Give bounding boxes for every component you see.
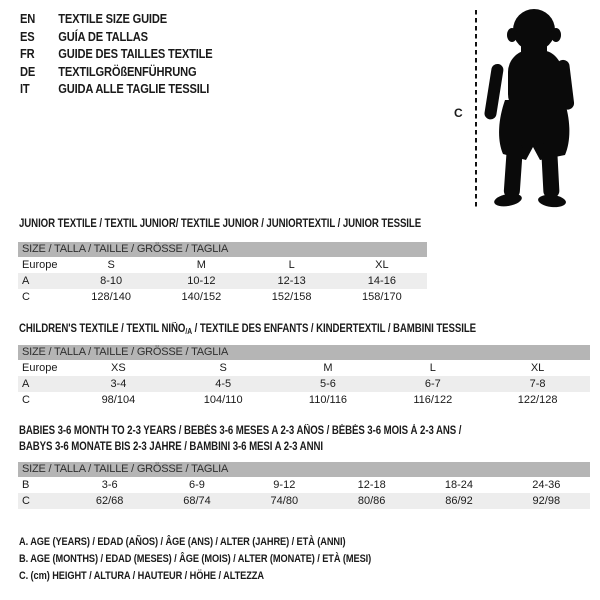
height-cell: 116/122	[413, 394, 453, 406]
children-title-text: / TEXTILE DES ENFANTS / KINDERTEXTIL / BAMBINI TESSILE	[192, 323, 477, 335]
size-cell: M	[196, 259, 206, 271]
language-code: DE	[20, 64, 36, 79]
language-row	[20, 46, 212, 64]
junior-size-table	[18, 242, 427, 305]
age-cell: 9-12	[273, 479, 296, 491]
table-row	[18, 360, 590, 376]
language-row	[20, 29, 212, 47]
height-cell: 86/92	[445, 495, 473, 507]
table-row	[18, 257, 427, 273]
language-title: GUÍA DE TALLAS	[58, 29, 148, 44]
row-label: B	[22, 479, 30, 491]
height-cell: 128/140	[91, 291, 131, 303]
children-size-table	[18, 345, 590, 408]
age-cell: 5-6	[320, 378, 336, 390]
age-cell: 3-4	[110, 378, 127, 390]
size-cell: M	[323, 362, 333, 374]
children-title-text: CHILDREN'S TEXTILE / TEXTIL NIÑO	[19, 323, 186, 335]
children-title-subscript: /A	[185, 327, 193, 336]
language-title: TEXTILE SIZE GUIDE	[58, 12, 167, 26]
language-title: GUIDA ALLE TAGLIE TESSILI	[58, 82, 210, 96]
table-row	[18, 493, 590, 509]
age-cell: 14-16	[367, 275, 396, 287]
row-label: C	[22, 291, 30, 303]
size-cell: XL	[530, 362, 545, 374]
baby-silhouette-icon	[484, 9, 575, 208]
height-cell: 68/74	[183, 495, 211, 507]
row-label: Europe	[22, 259, 58, 271]
note-age-months: B. AGE (MONTHS) / EDAD (MESES) / ÂGE (MOIS) / ALTER (MONATE) / ETÀ (MESI)	[19, 553, 372, 565]
height-cell: 104/110	[203, 394, 243, 406]
language-code: IT	[20, 82, 30, 96]
table-row	[18, 289, 427, 305]
babies-title-line-2: BABYS 3-6 MONATE BIS 2-3 JAHRE / BAMBINI 3-6 MESI A 2-3 ANNI	[19, 441, 323, 453]
height-cell: 80/86	[357, 495, 386, 507]
children-section-title	[19, 321, 476, 340]
age-cell: 4-5	[215, 378, 232, 390]
language-row	[20, 81, 212, 99]
babies-title-line-1: BABIES 3-6 MONTH TO 2-3 YEARS / BEBÉS 3-6 MESES A 2-3 AÑOS / BÉBÉS 3-6 MOIS À 2-3 ANS /	[19, 425, 462, 437]
language-code: ES	[20, 29, 35, 44]
babies-section-title	[19, 423, 546, 455]
height-measure-label: C	[454, 106, 463, 120]
height-cell: 152/158	[271, 291, 312, 303]
table-row	[18, 392, 590, 408]
row-label: C	[22, 495, 30, 507]
language-list	[20, 11, 236, 99]
size-header-bar: SIZE / TALLA / TAILLE / GRÖSSE / TAGLIA	[18, 242, 427, 257]
size-cell: XL	[375, 259, 389, 271]
age-cell: 7-8	[529, 378, 546, 390]
row-label: A	[22, 275, 30, 287]
language-code: EN	[20, 12, 36, 26]
baby-height-figure	[448, 4, 588, 214]
babies-size-table	[18, 462, 590, 509]
age-cell: 12-18	[357, 479, 386, 491]
size-cell: L	[288, 259, 295, 271]
table-row	[18, 376, 590, 392]
table-row	[18, 477, 590, 493]
height-cell: 98/104	[101, 394, 136, 406]
legend-notes	[19, 534, 438, 585]
table-row	[18, 273, 427, 289]
language-row	[20, 11, 212, 29]
height-cell: 122/128	[517, 394, 558, 406]
age-cell: 6-9	[189, 479, 205, 491]
junior-section-title: JUNIOR TEXTILE / TEXTIL JUNIOR/ TEXTILE JUNIOR / JUNIORTEXTIL / JUNIOR TESSILE	[19, 218, 422, 230]
size-cell: L	[429, 362, 436, 374]
language-row	[20, 64, 212, 82]
size-cell: S	[107, 259, 115, 271]
language-title: GUIDE DES TAILLES TEXTILE	[58, 47, 213, 61]
height-cell: 110/116	[308, 394, 348, 406]
row-label: Europe	[22, 362, 58, 374]
age-cell: 3-6	[101, 479, 118, 491]
age-cell: 6-7	[424, 378, 441, 390]
row-label: A	[22, 378, 30, 390]
size-header-bar: SIZE / TALLA / TAILLE / GRÖSSE / TAGLIA	[18, 462, 590, 477]
height-cell: 92/98	[532, 495, 561, 507]
age-cell: 24-36	[532, 479, 561, 491]
age-cell: 18-24	[444, 479, 474, 491]
height-cell: 62/68	[95, 495, 124, 507]
size-cell: XS	[111, 362, 126, 374]
height-cell: 140/152	[181, 291, 222, 303]
note-height-cm: C. (cm) HEIGHT / ALTURA / HAUTEUR / HÖHE / ALTEZZA	[19, 570, 264, 582]
note-age-years: A. AGE (YEARS) / EDAD (AÑOS) / ÂGE (ANS) / ALTER (JAHRE) / ETÀ (ANNI)	[19, 536, 346, 548]
age-cell: 12-13	[277, 275, 306, 287]
age-cell: 10-12	[187, 275, 216, 287]
language-title: TEXTILGRÖßENFÜHRUNG	[58, 64, 197, 79]
height-cell: 158/170	[361, 291, 402, 303]
size-cell: S	[219, 362, 227, 374]
language-code: FR	[20, 47, 35, 61]
size-header-bar: SIZE / TALLA / TAILLE / GRÖSSE / TAGLIA	[18, 345, 590, 360]
age-cell: 8-10	[100, 275, 123, 287]
row-label: C	[22, 394, 30, 406]
height-cell: 74/80	[270, 495, 299, 507]
